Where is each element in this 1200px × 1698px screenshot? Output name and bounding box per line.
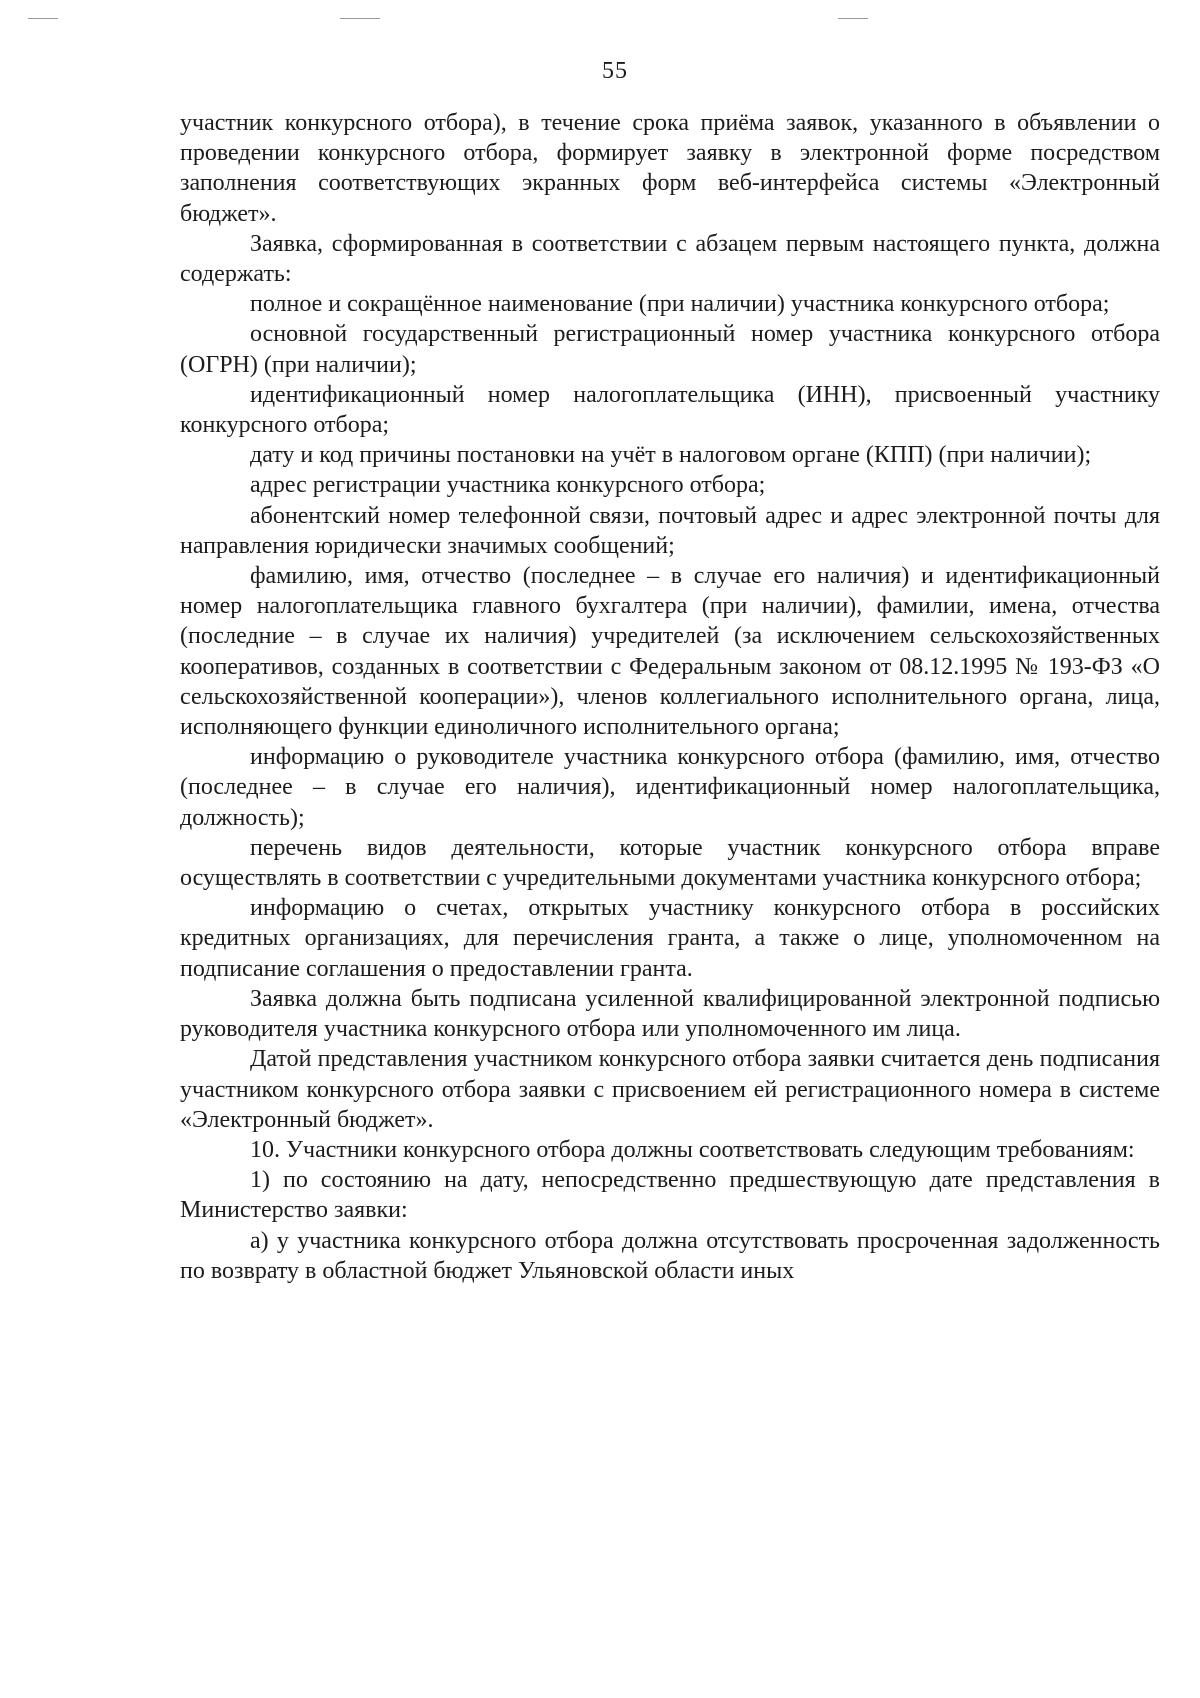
subsection-paragraph: 1) по состоянию на дату, непосредственно предшествующую дате представления в Министерство заявки: xyxy=(180,1167,1160,1224)
paragraph: Заявка, сформированная в соответствии с абзацем первым настоящего пункта, должна содержать: xyxy=(180,230,1160,288)
section-paragraph: 10. Участники конкурсного отбора должны соответствовать следующим требованиям: xyxy=(250,1136,1135,1163)
list-item: дату и код причины постановки на учёт в налоговом органе (КПП) (при наличии); xyxy=(250,442,1092,469)
list-item: информацию о руководителе участника конкурсного отбора (фамилию, имя, отчество (последнее – в случае его наличия), идентификационный номер налогоплательщика, должность); xyxy=(180,744,1160,831)
list-item: перечень видов деятельности, которые участник конкурсного отбора вправе осуществлять в соответствии с учредительными документами участника конкурсного отбора; xyxy=(180,834,1160,892)
scan-artifact xyxy=(838,18,868,19)
paragraph: Датой представления участником конкурсного отбора заявки считается день подписания участником конкурсного отбора заявки с присвоением ей регистрационного номера в системе «Электронный бюджет». xyxy=(180,1046,1160,1133)
paragraph: Заявка должна быть подписана усиленной квалифицированной электронной подписью руководителя участника конкурсного отбора или уполномоченного им лица. xyxy=(180,985,1160,1043)
scan-artifact xyxy=(340,18,380,19)
scan-artifact xyxy=(28,18,58,19)
page-number: 55 xyxy=(602,58,628,84)
list-item: полное и сокращённое наименование (при наличии) участника конкурсного отбора; xyxy=(250,291,1110,318)
list-item: фамилию, имя, отчество (последнее – в случае его наличия) и идентификационный номер налогоплательщика главного бухгалтера (при наличии), фамилии, имена, отчества (последние – в случае их наличия) учредителей (за исключением сельскохозяйственных кооперативов, созданных в соответствии с Федеральным законом от 08.12.1995 № 193-ФЗ «О сельскохозяйственной кооперации»), членов коллегиального исполнительного органа, лица, исполняющего функции единоличного исполнительного органа; xyxy=(180,563,1160,741)
paragraph: участник конкурсного отбора), в течение срока приёма заявок, указанного в объявлении о проведении конкурсного отбора, формирует заявку в электронной форме посредством заполнения соответствующих экранных форм веб-интерфейса системы «Электронный бюджет». xyxy=(180,110,1160,227)
subsection-paragraph: а) у участника конкурсного отбора должна отсутствовать просроченная задолженность по возврату в областной бюджет Ульяновской области иных xyxy=(180,1227,1160,1284)
list-item: абонентский номер телефонной связи, почтовый адрес и адрес электронной почты для направления юридически значимых сообщений; xyxy=(180,502,1160,559)
list-item: основной государственный регистрационный номер участника конкурсного отбора (ОГРН) (при наличии); xyxy=(180,321,1160,378)
list-item: адрес регистрации участника конкурсного отбора; xyxy=(250,472,766,499)
list-item: идентификационный номер налогоплательщика (ИНН), присвоенный участнику конкурсного отбора; xyxy=(180,381,1160,439)
list-item: информацию о счетах, открытых участнику конкурсного отбора в российских кредитных организациях, для перечисления гранта, а также о лице, уполномоченном на подписание соглашения о предоставлении гранта. xyxy=(180,895,1160,982)
document-body xyxy=(180,108,1160,1286)
